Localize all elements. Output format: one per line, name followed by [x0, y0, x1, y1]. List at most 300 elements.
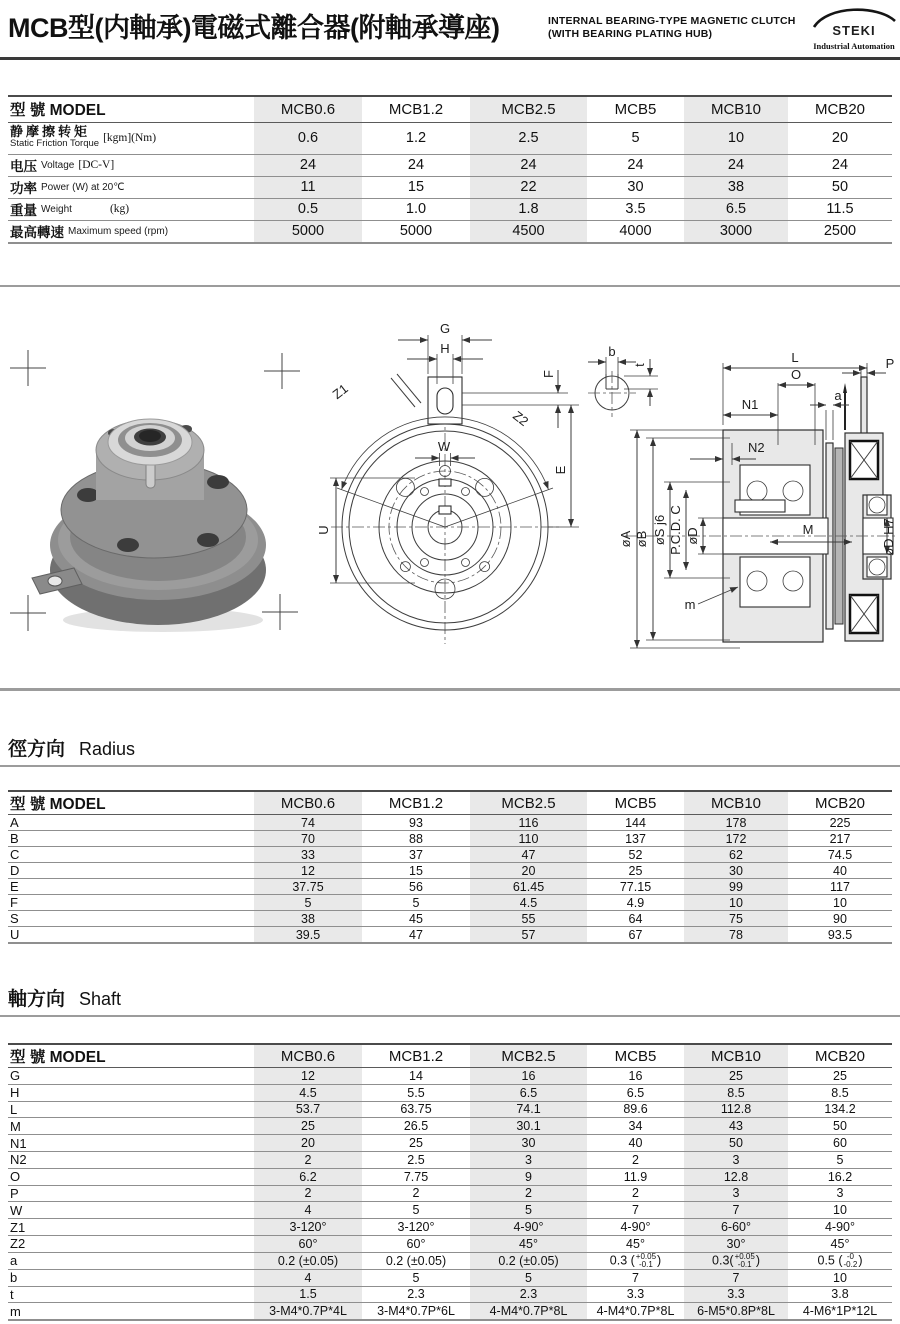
- row-label-cn: 功率: [10, 180, 37, 196]
- dim-value-cell: 10: [833, 1203, 847, 1218]
- logo-graphic: [810, 2, 898, 42]
- dim-row-label: E: [10, 879, 19, 894]
- dim-value-cell: 137: [625, 831, 646, 846]
- dim-value-cell: 10: [833, 1270, 847, 1285]
- radius-heading-underline: [0, 765, 900, 767]
- spec-value-cell: 50: [831, 179, 849, 195]
- dim-value-cell: 3-120°: [289, 1220, 327, 1235]
- dim-value-cell: 2: [632, 1152, 639, 1167]
- dim-value-cell: 57: [521, 927, 536, 942]
- dim-label-U: U: [316, 525, 331, 535]
- spec-value-cell: 24: [520, 157, 537, 173]
- dim-value-cell: 112.8: [720, 1102, 752, 1117]
- spec-row-label-wrap: [10, 126, 254, 150]
- spec-value-cell: 24: [727, 157, 745, 173]
- dim-value-cell: 6-M5*0.8P*8L: [697, 1304, 775, 1318]
- dim-row-label: A: [10, 815, 19, 830]
- dim-value-cell: 4-90°: [620, 1220, 651, 1235]
- dim-value-cell: 20: [521, 863, 536, 878]
- spec-row-label: [8, 122, 254, 154]
- dim-label-dB: øB: [634, 530, 649, 548]
- dim-value-cell: [684, 1252, 788, 1269]
- dim-value-cell: 55: [521, 911, 536, 926]
- model-column-header: MCB20: [814, 1047, 866, 1065]
- dim-value-cell: 25: [729, 1068, 743, 1083]
- dim-label-P: P: [885, 356, 895, 371]
- dim-value-cell: 60: [833, 1136, 847, 1151]
- dim-value-cell: 11.9: [623, 1169, 648, 1184]
- dim-value-cell: 45°: [519, 1236, 538, 1251]
- tolerance-stack: [844, 1253, 858, 1269]
- radius-section-heading: [8, 734, 135, 761]
- table-row: [8, 1151, 892, 1168]
- clutch-photo-illustration: [32, 419, 266, 632]
- dim-value-cell: 43: [729, 1119, 743, 1134]
- dim-value-cell: 3.8: [831, 1287, 849, 1302]
- spec-value-cell: 15: [407, 179, 425, 195]
- model-column-header: MCB5: [614, 100, 657, 118]
- dim-value-cell: 56: [409, 879, 423, 894]
- spec-row-label-text: [10, 177, 37, 198]
- table-row: [8, 1303, 892, 1320]
- spec-value-cell: 22: [520, 179, 537, 195]
- dim-row-label: N2: [10, 1152, 27, 1168]
- spec-value-cell: 4500: [512, 223, 545, 239]
- dim-value-cell: 3.3: [626, 1287, 645, 1302]
- model-column-header: MCB1.2: [388, 100, 444, 118]
- dim-row-label: t: [10, 1286, 14, 1302]
- tolerance-lower: -0.1: [737, 1259, 752, 1269]
- dim-value-cell: 50: [833, 1119, 847, 1134]
- spec-value-cell: 5000: [291, 223, 325, 239]
- dim-value-cell: 74.1: [516, 1102, 541, 1117]
- dim-value-cell: 99: [729, 879, 743, 894]
- dim-value-cell: 3: [732, 1186, 740, 1201]
- table-header-row: [8, 1044, 892, 1068]
- model-column-header: MCB10: [710, 1047, 762, 1065]
- model-header-cell: 型 號 MODEL: [10, 796, 106, 813]
- dim-value-cell: 16: [521, 1068, 536, 1083]
- dim-value-cell: 4.9: [626, 895, 645, 910]
- dim-value-cell: 39.5: [295, 927, 321, 942]
- dim-label-a: a: [834, 388, 842, 403]
- row-label-cn: 重量: [10, 202, 37, 218]
- table-row: [8, 895, 892, 911]
- dim-label-M: M: [802, 522, 814, 537]
- tolerance-upper: +0.05: [734, 1251, 755, 1261]
- row-label-en: Voltage: [41, 159, 75, 171]
- logo-tagline: Industrial Automation: [813, 41, 895, 51]
- row-label-en: Power (W) at 20℃: [41, 181, 125, 193]
- dim-value-cell: 10: [833, 895, 847, 910]
- row-label-cn: 静摩擦转矩: [10, 124, 91, 139]
- spec-row-label-wrap: [10, 221, 254, 242]
- spec-value-cell: 5000: [399, 223, 433, 239]
- dim-value-cell: 77.15: [619, 879, 652, 894]
- dim-row-label: G: [10, 1068, 21, 1084]
- dim-value-cell: 117: [830, 879, 850, 894]
- dim-value-cell: 25: [409, 1136, 423, 1151]
- dim-row-label: F: [10, 895, 18, 910]
- dim-value-cell: 74.5: [827, 847, 853, 862]
- spec-value-cell: 24: [627, 157, 644, 173]
- dim-value-cell: 30°: [726, 1236, 746, 1251]
- shaft-heading-en: Shaft: [79, 989, 122, 1009]
- dim-value-cell: 9: [525, 1169, 532, 1184]
- dim-value-cell: 38: [301, 911, 315, 926]
- model-column-header: MCB2.5: [501, 794, 556, 812]
- dim-value-cell: 5: [412, 1270, 420, 1285]
- table-row: [8, 1084, 892, 1101]
- tolerance-lower: -0.1: [639, 1259, 653, 1269]
- spec-row-label-text: [10, 126, 99, 150]
- spec-value-cell: 3000: [719, 223, 753, 239]
- table-row: [8, 1235, 892, 1252]
- table-row: [8, 1118, 892, 1135]
- dim-value-cell: 4-90°: [513, 1220, 544, 1235]
- spec-row-label: [8, 198, 254, 220]
- spec-value-cell: 2500: [823, 223, 857, 239]
- model-column-header: MCB20: [814, 794, 866, 812]
- table-row: [8, 122, 892, 154]
- row-label-cn: 电压: [10, 158, 37, 174]
- dim-value-cell: 5.5: [407, 1085, 425, 1100]
- dim-value-cell: 60°: [406, 1236, 426, 1251]
- table-row: [8, 198, 892, 220]
- dim-label-pcdc: P.C.D. C: [668, 505, 683, 555]
- dim-row-label: b: [10, 1270, 18, 1286]
- dim-value-cell: 7: [732, 1270, 740, 1285]
- dim-row-label: D: [10, 863, 20, 878]
- tolerance-main: 0.5 (: [817, 1253, 843, 1268]
- spec-table: [8, 95, 892, 244]
- dim-value-cell: 8.5: [831, 1085, 849, 1100]
- tolerance-lower: -0.2: [843, 1259, 858, 1269]
- dim-value-cell: 45°: [830, 1236, 850, 1251]
- dim-row-label: U: [10, 927, 20, 942]
- dim-value-cell: 33: [301, 847, 315, 862]
- table-row: [8, 927, 892, 944]
- dim-label-N1: N1: [741, 397, 759, 412]
- dim-row-label: W: [10, 1202, 23, 1218]
- shaft-heading-underline: [0, 1015, 900, 1017]
- page-title: MCB型(内軸承)電磁式離合器(附軸承導座): [8, 13, 500, 43]
- dim-value-cell: 5: [412, 895, 420, 910]
- model-column-header: MCB1.2: [388, 794, 444, 812]
- dim-row-label: N1: [10, 1135, 27, 1151]
- dim-value-cell: 50: [729, 1136, 743, 1151]
- dim-label-F: F: [541, 370, 556, 378]
- spec-value-cell: 0.6: [297, 130, 319, 146]
- dim-value-cell: 12.8: [723, 1169, 749, 1184]
- model-column-header: MCB2.5: [501, 1047, 556, 1065]
- dim-value-cell: 16: [628, 1068, 643, 1083]
- dim-value-cell: 67: [628, 927, 643, 942]
- dim-value-cell: 90: [833, 911, 847, 926]
- dim-value-cell: 30: [729, 863, 743, 878]
- dim-value-cell: 134.2: [824, 1102, 856, 1117]
- dim-value-cell: 4-M4*0.7P*8L: [489, 1304, 568, 1318]
- dim-value-cell: 3: [525, 1152, 532, 1167]
- table-row: [8, 831, 892, 847]
- dim-value-cell: 25: [301, 1119, 315, 1134]
- dim-value-cell: 2.3: [407, 1287, 425, 1302]
- tolerance-close: ): [755, 1253, 760, 1268]
- dim-value-cell: 4-90°: [824, 1220, 856, 1235]
- dim-value-cell: 45°: [626, 1236, 645, 1251]
- dim-label-dSj6: øS j6: [652, 514, 667, 546]
- dim-value-cell: 110: [518, 831, 539, 846]
- spec-row-label-text: [10, 155, 37, 176]
- dim-value-cell: 88: [409, 831, 423, 846]
- row-label-cn: 最高轉速: [10, 224, 64, 240]
- dim-value-cell: 5: [525, 1203, 532, 1218]
- radius-heading-cn: 徑方向: [8, 739, 66, 760]
- spec-value-cell: 30: [627, 179, 644, 195]
- table-row: [8, 1185, 892, 1202]
- dim-value-cell: 7.75: [403, 1169, 429, 1184]
- dim-row-label: m: [10, 1303, 21, 1319]
- front-view-diagram: [303, 312, 595, 657]
- tolerance-upper: +0.05: [635, 1251, 657, 1261]
- dim-value-cell: 3-M4*0.7P*6L: [377, 1304, 455, 1318]
- tolerance-close: ): [858, 1253, 863, 1268]
- dim-label-E: E: [553, 465, 568, 475]
- spec-value-cell: 11: [300, 179, 316, 195]
- dim-value-cell: 4: [304, 1270, 312, 1285]
- shaft-heading-cn: 軸方向: [8, 989, 66, 1010]
- table-row: [8, 1135, 892, 1152]
- dim-value-cell: 75: [729, 911, 743, 926]
- brand-logo: [810, 2, 898, 51]
- model-column-header: MCB5: [614, 1047, 657, 1065]
- dim-value-cell: 40: [628, 1136, 643, 1151]
- dim-value-cell: 0.2 (±0.05): [277, 1253, 339, 1268]
- dim-value-cell: 25: [628, 863, 643, 878]
- spec-value-cell: 20: [831, 130, 849, 146]
- table-row: [8, 847, 892, 863]
- dim-value-cell: 16.2: [827, 1169, 853, 1184]
- dim-row-label: O: [10, 1169, 21, 1185]
- dim-value-cell: 5: [412, 1203, 420, 1218]
- dim-row-label: B: [10, 831, 19, 846]
- dim-value-cell: 116: [518, 815, 539, 830]
- dim-value-cell: 78: [729, 927, 743, 942]
- model-header-cell: 型 號 MODEL: [10, 102, 106, 120]
- dim-value-cell: 3.3: [727, 1287, 745, 1302]
- row-label-unit: (kg): [109, 203, 130, 215]
- dim-value-cell: 45: [409, 911, 423, 926]
- tolerance-stack: [735, 1253, 755, 1269]
- table-row: [8, 815, 892, 831]
- dim-value-cell: 4.5: [299, 1085, 317, 1100]
- radius-heading-en: Radius: [79, 739, 136, 759]
- dim-value-cell: 178: [725, 815, 747, 830]
- table-row: [8, 1252, 892, 1269]
- section-divider-1: [0, 285, 900, 287]
- dim-value-cell: 63.75: [400, 1102, 432, 1117]
- model-header-cell: 型 號 MODEL: [10, 1049, 106, 1066]
- spec-row-label-wrap: [10, 199, 254, 220]
- dim-value-cell: 5: [304, 895, 312, 910]
- dim-value-cell: 47: [409, 927, 423, 942]
- table-row: [8, 220, 892, 243]
- model-column-header: MCB0.6: [280, 1047, 336, 1065]
- model-column-header: MCB0.6: [280, 100, 336, 118]
- tolerance-main: 0.3 (: [609, 1253, 635, 1268]
- dim-value-cell: 0.2 (±0.05): [498, 1253, 559, 1268]
- dim-value-cell: 93: [409, 815, 423, 830]
- table-header-row: [8, 96, 892, 122]
- dim-value-cell: 47: [521, 847, 536, 862]
- dim-value-cell: 4: [304, 1203, 312, 1218]
- tolerance-close: ): [657, 1253, 662, 1268]
- table-row: [8, 911, 892, 927]
- dim-value-cell: 2: [525, 1186, 532, 1201]
- row-label-en: Weight: [41, 203, 72, 215]
- header-divider: [0, 57, 900, 60]
- dim-label-t: t: [632, 363, 647, 367]
- spec-row-label-wrap: [10, 177, 254, 198]
- section-divider-2: [0, 688, 900, 691]
- dim-row-label: L: [10, 1101, 18, 1117]
- cross-section-diagram: [580, 315, 898, 665]
- table-row: [8, 863, 892, 879]
- row-label-en: Maximum speed (rpm): [68, 225, 169, 237]
- spec-value-cell: 24: [407, 157, 425, 173]
- spec-value-cell: 3.5: [625, 201, 646, 217]
- model-column-header: MCB10: [710, 794, 762, 812]
- table-row: [8, 1068, 892, 1085]
- dim-label-dA: øA: [618, 530, 633, 548]
- spec-row-label-wrap: [10, 155, 254, 176]
- spec-value-cell: 1.0: [405, 201, 427, 217]
- tolerance-upper: -0: [846, 1251, 854, 1261]
- dim-value-cell: 3: [836, 1186, 844, 1201]
- table-row: [8, 879, 892, 895]
- spec-value-cell: 1.2: [405, 130, 427, 146]
- row-label-unit: [kgm](Nm): [103, 132, 157, 144]
- dim-value-cell: 4-M6*1P*12L: [802, 1304, 878, 1318]
- table-row: [8, 1269, 892, 1286]
- dim-value-cell: 225: [829, 815, 851, 830]
- dim-label-dDH7: øD H7: [881, 518, 896, 556]
- dim-value-cell: 3-M4*0.7P*4L: [269, 1304, 347, 1318]
- spec-value-cell: 11.5: [826, 201, 854, 217]
- dim-label-b: b: [608, 344, 616, 359]
- dim-value-cell: 60°: [298, 1236, 318, 1251]
- dim-value-cell: 30.1: [516, 1119, 541, 1134]
- dim-value-cell: 15: [409, 863, 423, 878]
- dim-value-cell: 20: [301, 1136, 315, 1151]
- dim-value-cell: [587, 1252, 684, 1269]
- dim-row-label: P: [10, 1185, 19, 1201]
- dim-value-cell: 40: [833, 863, 847, 878]
- model-column-header: MCB10: [710, 100, 762, 118]
- dim-value-cell: 4-M4*0.7P*8L: [596, 1304, 675, 1318]
- dim-row-label: M: [10, 1118, 21, 1134]
- dim-label-N2: N2: [748, 440, 765, 455]
- spec-row-label-text: [10, 221, 64, 242]
- dim-value-cell: 89.6: [623, 1102, 648, 1117]
- dim-label-G: G: [439, 321, 451, 336]
- table-row: [8, 1219, 892, 1236]
- dim-value-cell: 2.3: [519, 1287, 538, 1302]
- dim-value-cell: 62: [729, 847, 743, 862]
- dim-value-cell: 8.5: [727, 1085, 745, 1100]
- dim-value-cell: 6-60°: [720, 1220, 752, 1235]
- dim-value-cell: 25: [833, 1068, 847, 1083]
- dim-value-cell: 10: [729, 895, 743, 910]
- dim-row-label: S: [10, 911, 19, 926]
- dim-row-label: H: [10, 1085, 20, 1101]
- cross-section-geometry: [625, 377, 895, 642]
- dim-value-cell: 74: [301, 815, 315, 830]
- product-photo: [8, 330, 308, 690]
- dim-value-cell: 172: [725, 831, 747, 846]
- dim-value-cell: 7: [732, 1203, 740, 1218]
- spec-value-cell: 24: [299, 157, 317, 173]
- dim-value-cell: 2: [632, 1186, 639, 1201]
- dim-value-cell: 5: [525, 1270, 532, 1285]
- dim-value-cell: 70: [301, 831, 315, 846]
- dim-row-label: Z1: [10, 1219, 26, 1235]
- spec-value-cell: 2.5: [518, 130, 539, 146]
- dim-row-label: Z2: [10, 1236, 26, 1252]
- spec-row-label: [8, 220, 254, 243]
- dim-value-cell: 2: [304, 1152, 312, 1167]
- model-column-header: MCB5: [614, 794, 657, 812]
- dim-value-cell: 61.45: [512, 879, 545, 894]
- radius-table: [8, 790, 892, 944]
- tolerance-main: 0.3(: [712, 1253, 734, 1268]
- spec-value-cell: 4000: [619, 223, 652, 239]
- dim-value-cell: 12: [301, 1068, 315, 1083]
- table-row: [8, 1286, 892, 1303]
- dim-value-cell: 53.7: [295, 1102, 321, 1117]
- tolerance-stack: [636, 1253, 656, 1269]
- dim-row-label: a: [10, 1253, 18, 1269]
- row-label-en: Static Friction Torque: [10, 138, 100, 149]
- dim-value-cell: 2: [412, 1186, 420, 1201]
- dim-value-cell: 6.2: [299, 1169, 317, 1184]
- dim-label-L: L: [791, 350, 799, 365]
- model-column-header: MCB20: [814, 100, 866, 118]
- model-column-header: MCB1.2: [388, 1047, 444, 1065]
- dim-label-Z2: Z2: [510, 407, 532, 430]
- dim-value-cell: 2: [304, 1186, 312, 1201]
- shaft-section-heading: [8, 984, 121, 1011]
- table-row: [8, 1168, 892, 1185]
- dim-value-cell: 34: [628, 1119, 643, 1134]
- subtitle-line2: (WITH BEARING PLATING HUB): [548, 28, 713, 40]
- logo-text: STEKI: [832, 23, 876, 38]
- dim-value-cell: 6.5: [626, 1085, 645, 1100]
- dim-value-cell: 1.5: [299, 1287, 317, 1302]
- row-label-unit: [DC-V]: [78, 159, 115, 171]
- dim-value-cell: 0.2 (±0.05): [385, 1253, 447, 1268]
- subtitle: [548, 15, 796, 41]
- dim-label-m: m: [684, 597, 696, 612]
- dim-value-cell: 6.5: [519, 1085, 538, 1100]
- spec-value-cell: 1.8: [518, 201, 539, 217]
- dim-value-cell: 2.5: [407, 1152, 425, 1167]
- dim-row-label: C: [10, 847, 20, 862]
- dim-label-O: O: [790, 367, 802, 382]
- dim-value-cell: 52: [628, 847, 643, 862]
- spec-value-cell: 0.5: [297, 201, 319, 217]
- dim-value-cell: 26.5: [403, 1119, 429, 1134]
